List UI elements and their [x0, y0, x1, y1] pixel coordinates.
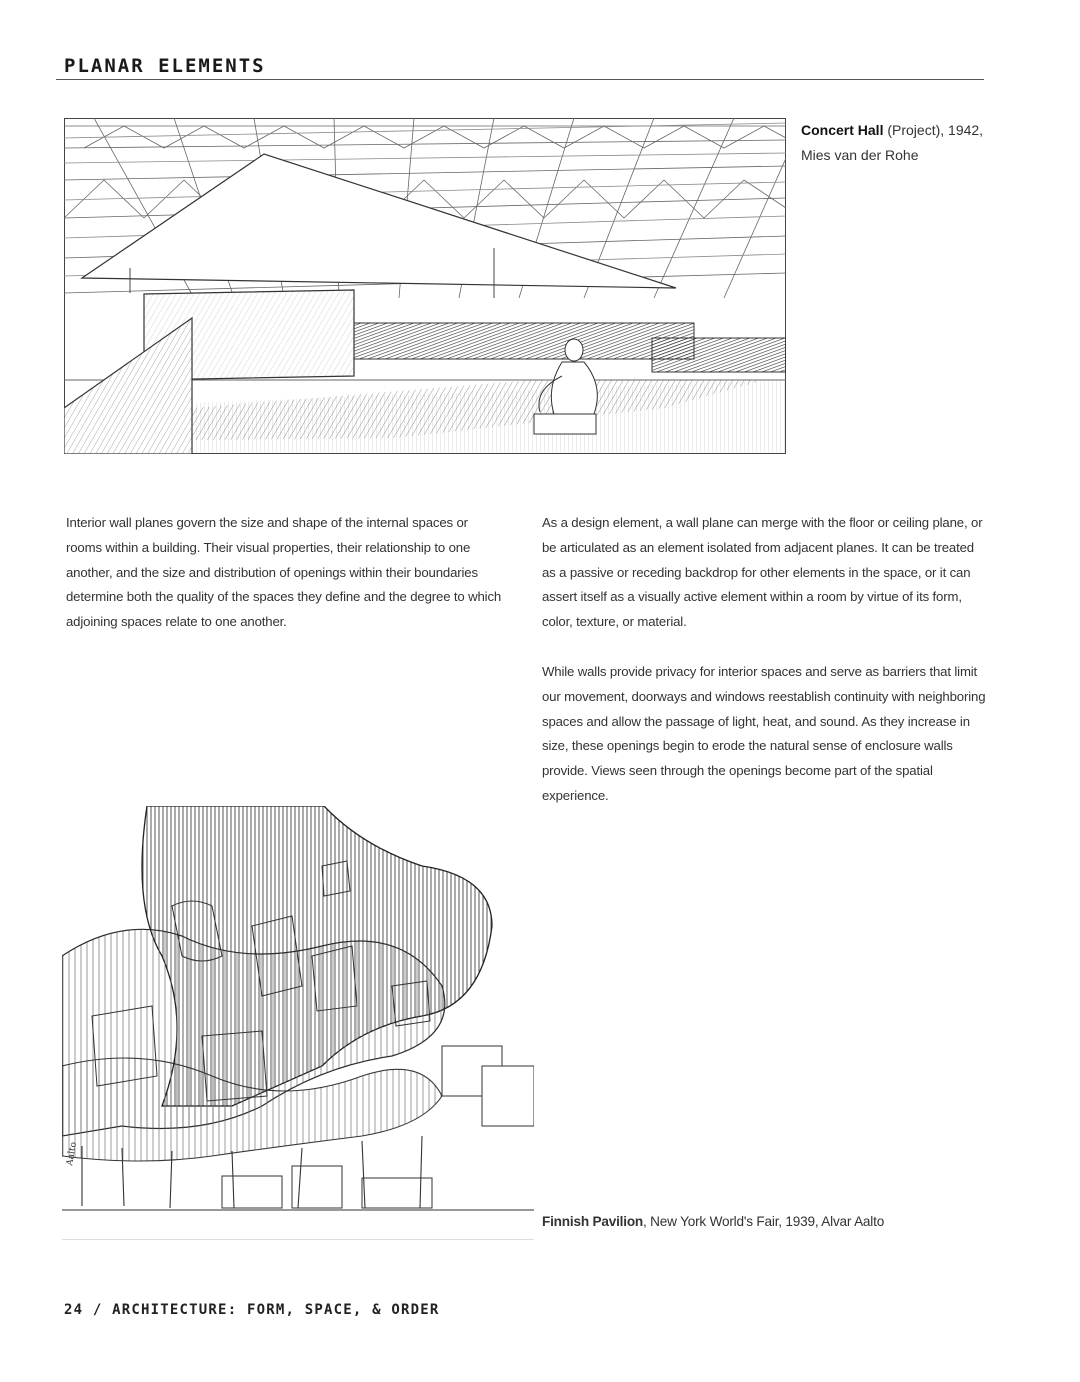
concert-hall-sketch: [64, 118, 786, 454]
finnish-pavilion-sketch: [62, 806, 534, 1240]
finnish-pavilion-caption: [542, 1214, 884, 1229]
finnish-pavilion-caption-title: Finnish Pavilion: [542, 1214, 644, 1229]
concert-hall-caption-detail: (Project), 1942,: [883, 122, 984, 138]
body-paragraph-2: As a design element, a wall plane can merge with the floor or ceiling plane, or be articulated as an element isolated from adjacent planes. It can be treated as a passive or receding backdrop for other elements in the space, or it can assert itself as a visually active element within a room by virtue of its form, color, texture, or material.: [542, 515, 983, 630]
concert-hall-caption: [801, 118, 1011, 168]
artist-signature: Aalto: [65, 1141, 80, 1167]
finnish-pavilion-caption-detail: , New York World's Fair, 1939, Alvar Aalto: [643, 1214, 885, 1229]
header-rule: [56, 79, 984, 80]
concert-hall-caption-title: Concert Hall: [801, 122, 884, 138]
concert-hall-caption-architect: Mies van der Rohe: [801, 147, 919, 163]
page-footer: 24 / ARCHITECTURE: FORM, SPACE, & ORDER: [64, 1302, 440, 1318]
page-header-title: PLANAR ELEMENTS: [64, 55, 266, 77]
body-paragraph-1: Interior wall planes govern the size and shape of the internal spaces or rooms within a building. Their visual properties, their relationship to one another, and the size and distribution of openings within their boundaries determine both the quality of the spaces they define and the degree to which adjoining spaces relate to one another.: [66, 515, 502, 630]
body-paragraph-3: While walls provide privacy for interior spaces and serve as barriers that limit our movement, doorways and windows reestablish continuity with neighboring spaces and allow the passage of light, heat, and sound. As they increase in size, these openings begin to erode the natural sense of enclosure walls provide. Views seen through the openings become part of the spatial experience.: [542, 664, 986, 803]
